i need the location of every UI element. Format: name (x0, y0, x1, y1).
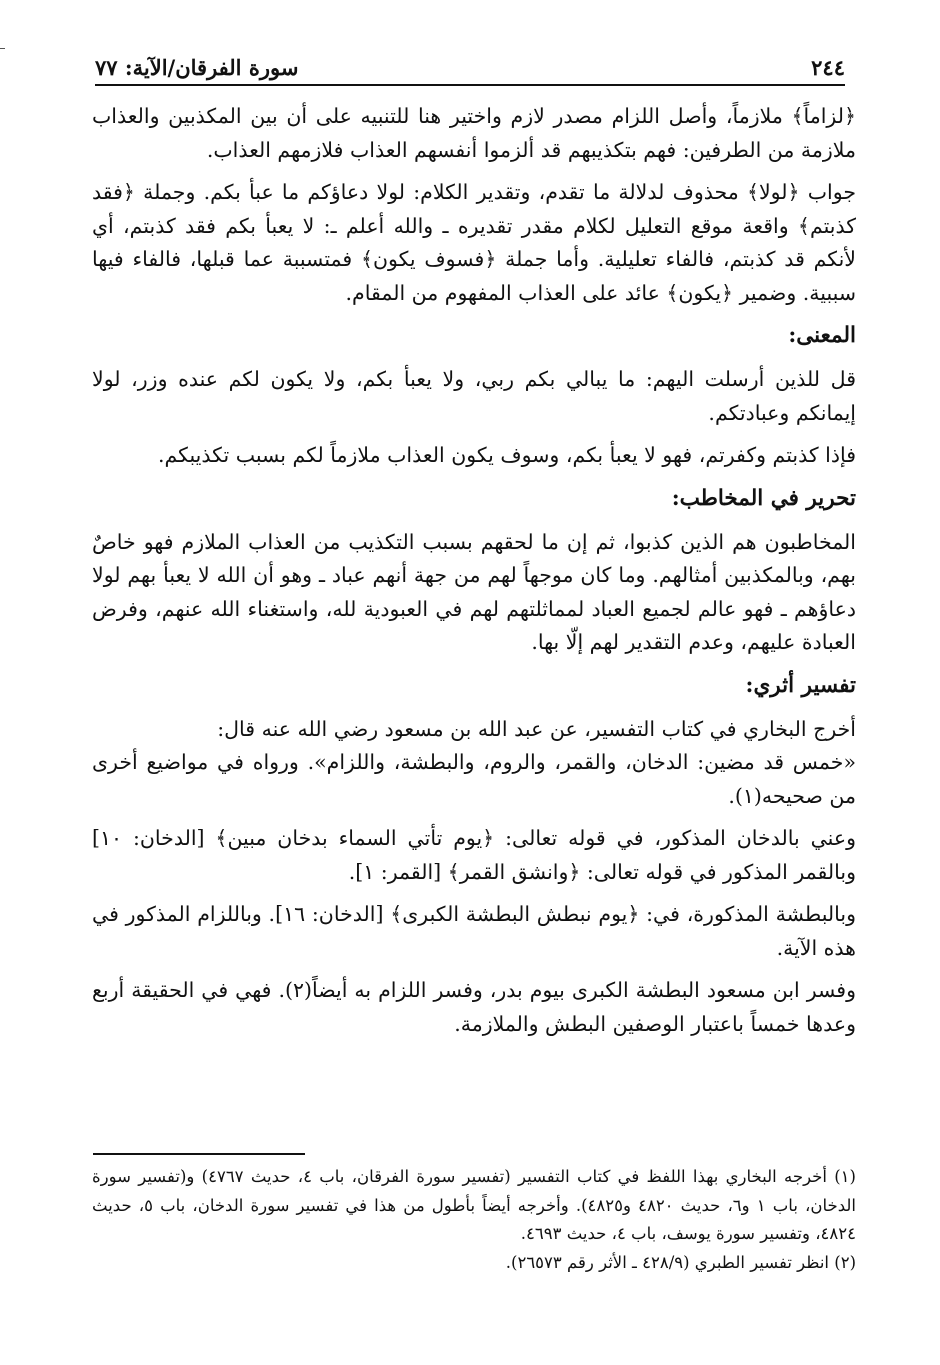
scan-edge-mark (0, 48, 5, 49)
paragraph-addressee: المخاطبون هم الذين كذبوا، ثم إن ما لحقهم بسبب التكذيب من العذاب الملازم فهو خاصٌ بهم، وبالمكذبين أمثالهم. وما كان موجهاً لهم من جهة أنهم عباد ـ وهو أن الله لا يعبأ بهم لولا دعاؤهم ـ فهو عالم لجميع العباد لمماثلتهم لهم في العبودية لله، واستغناء الله عنهم، وفرض العبادة عليهم، وعدم التقدير لهم إلّا بها. (92, 529, 856, 654)
main-text (92, 100, 856, 1050)
page-number: ٢٤٤ (811, 55, 845, 80)
paragraph-hadith-quote: «خمس قد مضين: الدخان، والقمر، والروم، والبطشة، واللزام». ورواه في مواضيع أخرى من صحيحه(١). (92, 750, 856, 808)
heading-addressee: تحرير في المخاطب: (671, 485, 856, 511)
heading-meaning: المعنى: (788, 323, 856, 348)
heading-athari: تفسير أثري: (745, 672, 856, 698)
paragraph-grammar: جواب ﴿لولا﴾ محذوف لدلالة ما تقدم، وتقدير الكلام: لولا دعاؤكم ما عبأ بكم. وجملة ﴿فقد كذبتم﴾ واقعة موقع التعليل لكلام مقدر تقديره ـ والله أعلم ـ: لا يعبأ بكم فقد كذبتم، أي لأنكم قد كذبتم، فالفاء تعليلية. وأما جملة ﴿فسوف يكون﴾ فمتسببة عما قبلها، فالفاء فيها سببية. وضمير ﴿يكون﴾ عائد على العذاب المفهوم من المقام. (92, 180, 856, 305)
footnotes (92, 1163, 856, 1277)
paragraph-dukhan-qamar: وعني بالدخان المذكور، في قوله تعالى: ﴿يوم تأتي السماء بدخان مبين﴾ [الدخان: ١٠] وبالقمر المذكور في قوله تعالى: ﴿وانشق القمر﴾ [القمر: ١]. (92, 826, 856, 884)
header-rule (95, 84, 845, 86)
page-header (95, 44, 845, 80)
running-title: سورة الفرقان/الآية: ٧٧ (95, 55, 299, 80)
paragraph-meaning-2: فإذا كذبتم وكفرتم، فهو لا يعبأ بكم، وسوف يكون العذاب ملازماً لكم بسبب تكذيبكم. (158, 443, 856, 467)
paragraph-lizaman: ﴿لزاماً﴾ ملازماً، وأصل اللزام مصدر لازم واختير هنا للتنبيه على أن بين المكذبين والعذاب ملازمة من الطرفين: فهم بتكذيبهم قد ألزموا أنفسهم العذاب فلازمهم العذاب. (92, 104, 856, 162)
paragraph-batsha: وبالبطشة المذكورة، في: ﴿يوم نبطش البطشة الكبرى﴾ [الدخان: ١٦]. وباللزام المذكور في هذه الآية. (92, 902, 856, 960)
footnote-1: (١) أخرجه البخاري بهذا اللفظ في كتاب التفسير (تفسير سورة الفرقان، باب ٤، حديث ٤٧٦٧) و(تفسير سورة الدخان، باب ١ و٦، حديث ٤٨٢٠ و٤٨٢٥). وأخرجه أيضاً بأطول من هذا في تفسير سورة الدخان، باب ٥، حديث ٤٨٢٤، وتفسير سورة يوسف، باب ٤، حديث ٤٦٩٣. (92, 1167, 856, 1243)
footnote-2: (٢) انظر تفسير الطبري (٤٢٨/٩ ـ الأثر رقم ٢٦٥٧٣). (505, 1252, 856, 1272)
paragraph-bukhari-intro: أخرج البخاري في كتاب التفسير، عن عبد الله بن مسعود رضي الله عنه قال: (217, 716, 856, 741)
paragraph-meaning-1: قل للذين أرسلت اليهم: ما يبالي بكم ربي، ولا يعبأ بكم، ولا يكون لكم عنده وزر، لولا إيمانكم وعبادتكم. (92, 367, 856, 425)
footnote-rule (93, 1153, 305, 1155)
paragraph-ibn-masud: وفسر ابن مسعود البطشة الكبرى بيوم بدر، وفسر اللزام به أيضاً(٢). فهي في الحقيقة أربع وعدها خمساً باعتبار الوصفين البطش والملازمة. (92, 978, 857, 1036)
